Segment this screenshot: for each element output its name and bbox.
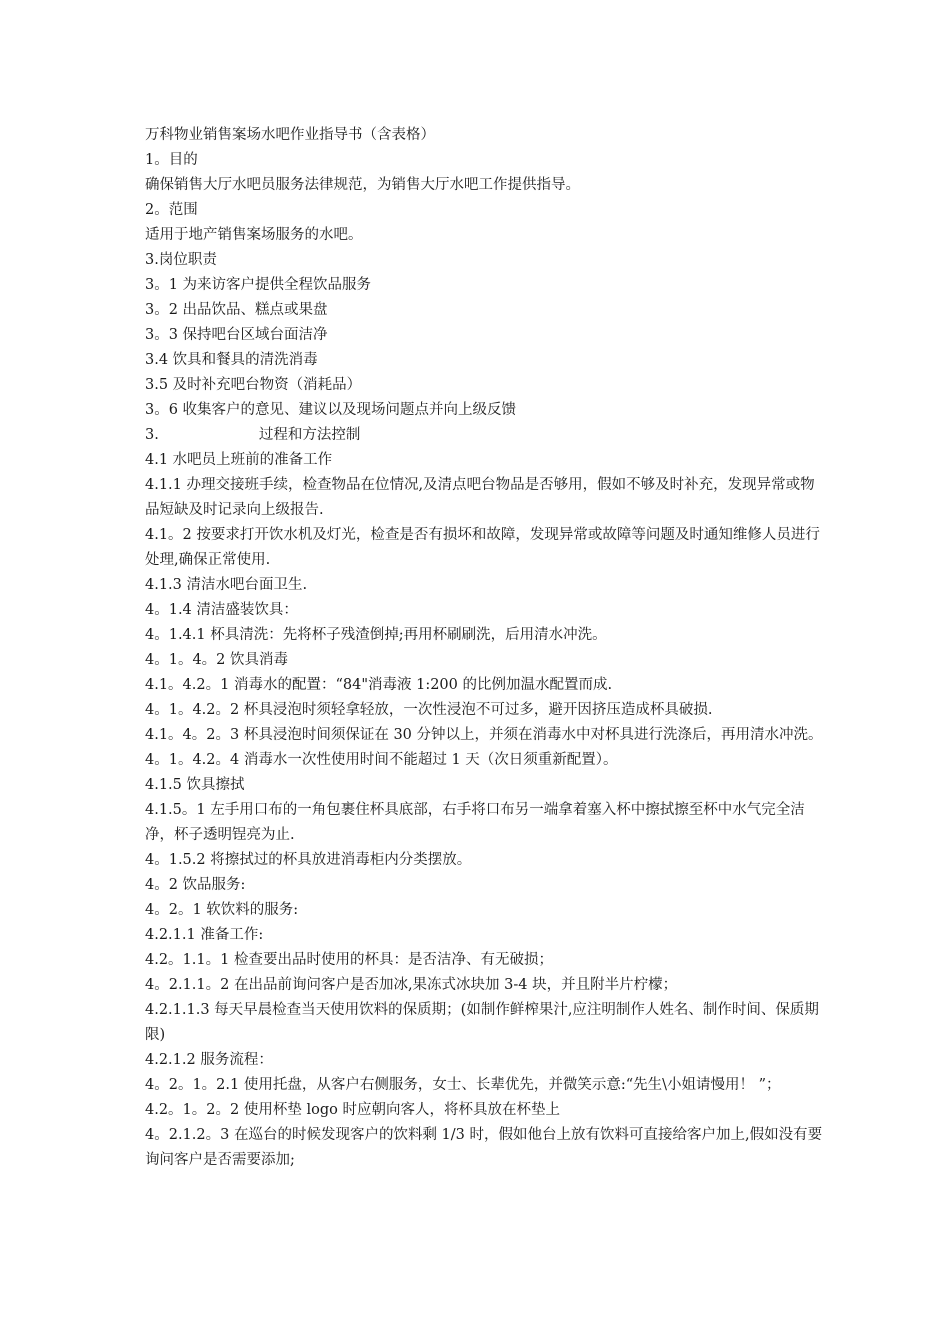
- paragraph: 4.2。1。2。2 使用杯垫 logo 时应朝向客人，将杯具放在杯垫上: [145, 1102, 560, 1118]
- paragraph: 4.2。1.1。1 检查要出品时使用的杯具：是否洁净、有无破损；: [145, 952, 553, 968]
- paragraph: 3。6 收集客户的意见、建议以及现场问题点并向上级反馈: [145, 402, 517, 418]
- paragraph: 4.1。4.2。1 消毒水的配置：“84"消毒液 1:200 的比例加温水配置而成.: [145, 677, 613, 693]
- paragraph: 4.1.1 办理交接班手续，检查物品在位情况,及清点吧台物品是否够用，假如不够及时补充，发现异常或物品短缺及时记录向上级报告.: [145, 477, 815, 518]
- paragraph: 4。1。4.2。4 消毒水一次性使用时间不能超过 1 天（次日须重新配置）。: [145, 752, 618, 768]
- paragraph: 4.1 水吧员上班前的准备工作: [145, 452, 333, 468]
- paragraph: 1。目的: [145, 152, 198, 168]
- paragraph: 4。2。1 软饮料的服务:: [145, 902, 299, 918]
- paragraph: 3.岗位职责: [145, 252, 217, 268]
- paragraph: 4.1.3 清洁水吧台面卫生.: [145, 577, 308, 593]
- paragraph: 4。1。4.2。2 杯具浸泡时须轻拿轻放，一次性浸泡不可过多，避开因挤压造成杯具破损.: [145, 702, 713, 718]
- paragraph: 4。1.4 清洁盛装饮具：: [145, 602, 298, 618]
- paragraph: 4.1.5。1 左手用口布的一角包裹住杯具底部，右手将口布另一端拿着塞入杯中擦拭擦至杯中水气完全洁净，杯子透明锃亮为止.: [145, 802, 805, 843]
- paragraph: 4。1.5.2 将擦拭过的杯具放进消毒柜内分类摆放。: [145, 852, 472, 868]
- paragraph: 4.2.1.1.3 每天早晨检查当天使用饮料的保质期；(如制作鲜榨果汁,应注明制作人姓名、制作时间、保质期限): [145, 1002, 819, 1043]
- paragraph: 4。2。1。2.1 使用托盘，从客户右侧服务，女士、长辈优先，并微笑示意:“先生\小姐请慢用！ ”；: [145, 1077, 781, 1093]
- paragraph: 4.1。2 按要求打开饮水机及灯光，检查是否有损坏和故障，发现异常或故障等问题及时通知维修人员进行处理,确保正常使用.: [145, 527, 820, 568]
- section-heading: [145, 423, 825, 448]
- paragraph: 确保销售大厅水吧员服务法律规范，为销售大厅水吧工作提供指导。: [145, 177, 580, 193]
- document-title: 万科物业销售案场水吧作业指导书（含表格）: [145, 127, 435, 143]
- section-title: 过程和方法控制: [258, 427, 361, 443]
- paragraph: 4.2.1.1 准备工作:: [145, 927, 264, 943]
- paragraph: 3.4 饮具和餐具的清洗消毒: [145, 352, 318, 368]
- section-number: 3.: [145, 427, 159, 443]
- paragraph: 4.1。4。2。3 杯具浸泡时间须保证在 30 分钟以上，并须在消毒水中对杯具进行洗涤后，再用清水冲洗。: [145, 727, 823, 743]
- paragraph: 4.2.1.2 服务流程：: [145, 1052, 273, 1068]
- paragraph: 4.1.5 饮具擦拭: [145, 777, 245, 793]
- document-body: [145, 123, 825, 1173]
- paragraph: 4。2 饮品服务:: [145, 877, 246, 893]
- paragraph: 3.5 及时补充吧台物资（消耗品）: [145, 377, 362, 393]
- paragraph: 4。2.1.1。2 在出品前询问客户是否加冰,果冻式冰块加 3-4 块，并且附半片柠檬；: [145, 977, 678, 993]
- paragraph: 3。2 出品饮品、糕点或果盘: [145, 302, 328, 318]
- paragraph: 4。2.1.2。3 在巡台的时候发现客户的饮料剩 1/3 时，假如他台上放有饮料可直接给客户加上,假如没有要询问客户是否需要添加;: [145, 1127, 823, 1168]
- paragraph: 适用于地产销售案场服务的水吧。: [145, 227, 363, 243]
- paragraph: 4。1。4。2 饮具消毒: [145, 652, 289, 668]
- paragraph: 3。3 保持吧台区域台面洁净: [145, 327, 328, 343]
- paragraph: 4。1.4.1 杯具清洗：先将杯子残渣倒掉;再用杯刷刷洗，后用清水冲洗。: [145, 627, 607, 643]
- paragraph: 2。范围: [145, 202, 198, 218]
- paragraph: 3。1 为来访客户提供全程饮品服务: [145, 277, 372, 293]
